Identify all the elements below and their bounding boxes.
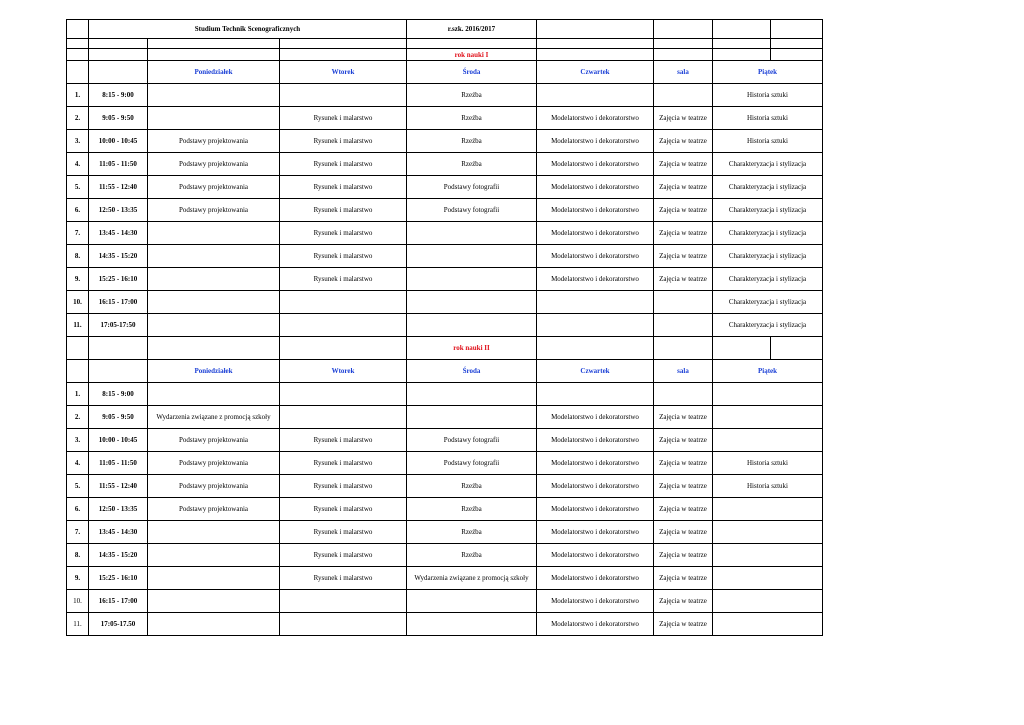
lesson-time: 8:15 - 9:00 <box>89 84 148 107</box>
cell-monday: Podstawy projektowania <box>148 130 280 153</box>
cell-thursday: Modelatorstwo i dekoratorstwo <box>537 153 654 176</box>
cell-friday: Historia sztuki <box>713 452 823 475</box>
cell-friday: Charakteryzacja i stylizacja <box>713 199 823 222</box>
lesson-time: 12:50 - 13:35 <box>89 498 148 521</box>
cell-monday <box>148 613 280 636</box>
cell-tuesday: Rysunek i malarstwo <box>280 199 407 222</box>
cell-friday: Charakteryzacja i stylizacja <box>713 176 823 199</box>
cell-tuesday: Rysunek i malarstwo <box>280 498 407 521</box>
cell-monday <box>148 84 280 107</box>
cell-tuesday: Rysunek i malarstwo <box>280 222 407 245</box>
cell-thursday: Modelatorstwo i dekoratorstwo <box>537 176 654 199</box>
cell-monday <box>148 383 280 406</box>
lesson-time: 17:05-17.50 <box>89 613 148 636</box>
cell-tuesday: Rysunek i malarstwo <box>280 107 407 130</box>
cell-room: Zajęcia w teatrze <box>654 429 713 452</box>
cell-wednesday: Podstawy fotografii <box>407 199 537 222</box>
table-row <box>67 452 823 475</box>
cell-monday <box>148 590 280 613</box>
cell-room: Zajęcia w teatrze <box>654 222 713 245</box>
lesson-time: 17:05-17:50 <box>89 314 148 337</box>
cell-tuesday <box>280 84 407 107</box>
lesson-number: 8. <box>67 544 89 567</box>
cell-room: Zajęcia w teatrze <box>654 521 713 544</box>
day-header-room: sala <box>654 360 713 383</box>
cell-friday: Historia sztuki <box>713 107 823 130</box>
day-header-wednesday: Środa <box>407 61 537 84</box>
lesson-time: 15:25 - 16:10 <box>89 567 148 590</box>
cell-thursday <box>537 314 654 337</box>
cell-monday <box>148 245 280 268</box>
cell-room <box>654 314 713 337</box>
day-header-thursday: Czwartek <box>537 61 654 84</box>
table-row <box>67 498 823 521</box>
cell-thursday: Modelatorstwo i dekoratorstwo <box>537 130 654 153</box>
table-row <box>67 245 823 268</box>
cell-wednesday <box>407 383 537 406</box>
table-row <box>67 406 823 429</box>
cell-friday: Charakteryzacja i stylizacja <box>713 268 823 291</box>
lesson-number: 3. <box>67 429 89 452</box>
lesson-time: 9:05 - 9:50 <box>89 107 148 130</box>
table-row <box>67 176 823 199</box>
cell-monday <box>148 291 280 314</box>
cell-friday: Historia sztuki <box>713 475 823 498</box>
cell-thursday: Modelatorstwo i dekoratorstwo <box>537 567 654 590</box>
cell-monday: Podstawy projektowania <box>148 199 280 222</box>
cell-wednesday: Podstawy fotografii <box>407 452 537 475</box>
cell-monday <box>148 222 280 245</box>
table-row <box>67 153 823 176</box>
cell-monday: Podstawy projektowania <box>148 429 280 452</box>
cell-thursday <box>537 291 654 314</box>
lesson-number: 6. <box>67 199 89 222</box>
cell-monday: Podstawy projektowania <box>148 498 280 521</box>
cell-monday <box>148 544 280 567</box>
lesson-time: 11:05 - 11:50 <box>89 153 148 176</box>
cell-room: Zajęcia w teatrze <box>654 107 713 130</box>
cell-thursday: Modelatorstwo i dekoratorstwo <box>537 429 654 452</box>
cell-wednesday: Podstawy fotografii <box>407 429 537 452</box>
cell-friday: Charakteryzacja i stylizacja <box>713 222 823 245</box>
lesson-number: 5. <box>67 176 89 199</box>
cell-thursday: Modelatorstwo i dekoratorstwo <box>537 268 654 291</box>
cell-thursday: Modelatorstwo i dekoratorstwo <box>537 245 654 268</box>
cell-tuesday: Rysunek i malarstwo <box>280 429 407 452</box>
lesson-number: 10. <box>67 590 89 613</box>
cell-thursday <box>537 84 654 107</box>
cell-wednesday <box>407 314 537 337</box>
cell-thursday: Modelatorstwo i dekoratorstwo <box>537 613 654 636</box>
cell-friday: Charakteryzacja i stylizacja <box>713 153 823 176</box>
lesson-time: 9:05 - 9:50 <box>89 406 148 429</box>
cell-monday <box>148 107 280 130</box>
lesson-time: 15:25 - 16:10 <box>89 268 148 291</box>
lesson-time: 10:00 - 10:45 <box>89 429 148 452</box>
lesson-number: 4. <box>67 153 89 176</box>
title-row <box>67 20 823 39</box>
table-row <box>67 84 823 107</box>
cell-room: Zajęcia w teatrze <box>654 544 713 567</box>
cell-monday <box>148 521 280 544</box>
cell-thursday: Modelatorstwo i dekoratorstwo <box>537 222 654 245</box>
schedule-body <box>67 20 823 636</box>
cell-wednesday: Rzeźba <box>407 107 537 130</box>
lesson-number: 5. <box>67 475 89 498</box>
table-row <box>67 613 823 636</box>
cell-wednesday <box>407 245 537 268</box>
cell-tuesday <box>280 406 407 429</box>
year-header-row <box>67 49 823 61</box>
cell-tuesday: Rysunek i malarstwo <box>280 521 407 544</box>
school-year: r.szk. 2016/2017 <box>407 20 537 39</box>
year-label: rok nauki II <box>407 337 537 360</box>
cell-thursday: Modelatorstwo i dekoratorstwo <box>537 199 654 222</box>
cell-tuesday: Rysunek i malarstwo <box>280 452 407 475</box>
cell-thursday: Modelatorstwo i dekoratorstwo <box>537 475 654 498</box>
cell-room: Zajęcia w teatrze <box>654 567 713 590</box>
cell-room: Zajęcia w teatrze <box>654 452 713 475</box>
cell-monday <box>148 567 280 590</box>
lesson-number: 2. <box>67 107 89 130</box>
cell-tuesday <box>280 383 407 406</box>
cell-friday <box>713 590 823 613</box>
day-header-friday: Piątek <box>713 61 823 84</box>
day-header-row <box>67 61 823 84</box>
cell-tuesday: Rysunek i malarstwo <box>280 245 407 268</box>
cell-monday: Podstawy projektowania <box>148 475 280 498</box>
lesson-number: 6. <box>67 498 89 521</box>
cell-room: Zajęcia w teatrze <box>654 268 713 291</box>
day-header-tuesday: Wtorek <box>280 61 407 84</box>
lesson-time: 11:55 - 12:40 <box>89 176 148 199</box>
cell-tuesday: Rysunek i malarstwo <box>280 153 407 176</box>
spacer-row <box>67 39 823 49</box>
cell-tuesday <box>280 590 407 613</box>
cell-wednesday <box>407 291 537 314</box>
lesson-number: 3. <box>67 130 89 153</box>
table-row <box>67 107 823 130</box>
cell-wednesday: Podstawy fotografii <box>407 176 537 199</box>
table-row <box>67 383 823 406</box>
lesson-number: 11. <box>67 613 89 636</box>
table-row <box>67 590 823 613</box>
cell-thursday: Modelatorstwo i dekoratorstwo <box>537 521 654 544</box>
cell-room: Zajęcia w teatrze <box>654 406 713 429</box>
cell-friday <box>713 429 823 452</box>
cell-friday <box>713 521 823 544</box>
table-row <box>67 544 823 567</box>
cell-monday <box>148 314 280 337</box>
table-row <box>67 429 823 452</box>
cell-room: Zajęcia w teatrze <box>654 613 713 636</box>
cell-wednesday: Rzeźba <box>407 475 537 498</box>
cell-room: Zajęcia w teatrze <box>654 153 713 176</box>
cell-wednesday <box>407 590 537 613</box>
table-row <box>67 268 823 291</box>
cell-wednesday: Rzeźba <box>407 84 537 107</box>
cell-tuesday: Rysunek i malarstwo <box>280 475 407 498</box>
day-header-thursday: Czwartek <box>537 360 654 383</box>
lesson-time: 14:35 - 15:20 <box>89 544 148 567</box>
cell-friday <box>713 567 823 590</box>
table-row <box>67 291 823 314</box>
table-row <box>67 314 823 337</box>
cell-friday <box>713 498 823 521</box>
lesson-time: 16:15 - 17:00 <box>89 590 148 613</box>
cell-room: Zajęcia w teatrze <box>654 199 713 222</box>
cell-room: Zajęcia w teatrze <box>654 590 713 613</box>
cell-room: Zajęcia w teatrze <box>654 245 713 268</box>
cell-thursday: Modelatorstwo i dekoratorstwo <box>537 498 654 521</box>
cell-monday: Wydarzenia związane z promocją szkoły <box>148 406 280 429</box>
lesson-number: 7. <box>67 521 89 544</box>
document-title: Studium Technik Scenograficznych <box>89 20 407 39</box>
lesson-number: 2. <box>67 406 89 429</box>
cell-wednesday: Wydarzenia związane z promocją szkoły <box>407 567 537 590</box>
lesson-number: 1. <box>67 383 89 406</box>
lesson-time: 13:45 - 14:30 <box>89 222 148 245</box>
table-row <box>67 199 823 222</box>
cell-room <box>654 84 713 107</box>
cell-friday <box>713 406 823 429</box>
cell-room <box>654 291 713 314</box>
cell-tuesday: Rysunek i malarstwo <box>280 130 407 153</box>
cell-wednesday: Rzeźba <box>407 498 537 521</box>
lesson-number: 8. <box>67 245 89 268</box>
year-header-row <box>67 337 823 360</box>
cell-friday <box>713 383 823 406</box>
lesson-number: 1. <box>67 84 89 107</box>
lesson-time: 14:35 - 15:20 <box>89 245 148 268</box>
cell-friday: Charakteryzacja i stylizacja <box>713 291 823 314</box>
cell-room: Zajęcia w teatrze <box>654 498 713 521</box>
cell-friday: Historia sztuki <box>713 130 823 153</box>
lesson-time: 16:15 - 17:00 <box>89 291 148 314</box>
cell-thursday: Modelatorstwo i dekoratorstwo <box>537 107 654 130</box>
cell-tuesday <box>280 613 407 636</box>
cell-tuesday: Rysunek i malarstwo <box>280 268 407 291</box>
cell-room <box>654 383 713 406</box>
year-label: rok nauki I <box>407 49 537 61</box>
cell-wednesday <box>407 406 537 429</box>
table-row <box>67 130 823 153</box>
cell-room: Zajęcia w teatrze <box>654 130 713 153</box>
lesson-time: 12:50 - 13:35 <box>89 199 148 222</box>
lesson-time: 11:05 - 11:50 <box>89 452 148 475</box>
cell-tuesday <box>280 314 407 337</box>
cell-friday: Historia sztuki <box>713 84 823 107</box>
lesson-number: 9. <box>67 268 89 291</box>
cell-room: Zajęcia w teatrze <box>654 176 713 199</box>
cell-friday <box>713 544 823 567</box>
lesson-time: 11:55 - 12:40 <box>89 475 148 498</box>
cell-tuesday <box>280 291 407 314</box>
cell-thursday: Modelatorstwo i dekoratorstwo <box>537 590 654 613</box>
day-header-row <box>67 360 823 383</box>
cell-friday <box>713 613 823 636</box>
cell-thursday: Modelatorstwo i dekoratorstwo <box>537 452 654 475</box>
cell-wednesday <box>407 222 537 245</box>
cell-monday: Podstawy projektowania <box>148 153 280 176</box>
cell-wednesday: Rzeźba <box>407 521 537 544</box>
cell-thursday: Modelatorstwo i dekoratorstwo <box>537 406 654 429</box>
day-header-monday: Poniedziałek <box>148 360 280 383</box>
day-header-monday: Poniedziałek <box>148 61 280 84</box>
lesson-time: 10:00 - 10:45 <box>89 130 148 153</box>
cell-thursday <box>537 383 654 406</box>
cell-tuesday: Rysunek i malarstwo <box>280 544 407 567</box>
lesson-number: 10. <box>67 291 89 314</box>
cell-wednesday <box>407 268 537 291</box>
cell-tuesday: Rysunek i malarstwo <box>280 567 407 590</box>
cell-wednesday: Rzeźba <box>407 130 537 153</box>
lesson-number: 9. <box>67 567 89 590</box>
cell-wednesday: Rzeźba <box>407 153 537 176</box>
table-row <box>67 475 823 498</box>
cell-friday: Charakteryzacja i stylizacja <box>713 245 823 268</box>
schedule-table <box>66 19 823 636</box>
cell-wednesday <box>407 613 537 636</box>
day-header-friday: Piątek <box>713 360 823 383</box>
cell-monday: Podstawy projektowania <box>148 452 280 475</box>
cell-room: Zajęcia w teatrze <box>654 475 713 498</box>
table-row <box>67 222 823 245</box>
day-header-room: sala <box>654 61 713 84</box>
cell-monday <box>148 268 280 291</box>
cell-friday: Charakteryzacja i stylizacja <box>713 314 823 337</box>
lesson-number: 7. <box>67 222 89 245</box>
day-header-wednesday: Środa <box>407 360 537 383</box>
cell-tuesday: Rysunek i malarstwo <box>280 176 407 199</box>
table-row <box>67 567 823 590</box>
cell-wednesday: Rzeźba <box>407 544 537 567</box>
lesson-time: 13:45 - 14:30 <box>89 521 148 544</box>
lesson-number: 11. <box>67 314 89 337</box>
lesson-time: 8:15 - 9:00 <box>89 383 148 406</box>
cell-monday: Podstawy projektowania <box>148 176 280 199</box>
table-row <box>67 521 823 544</box>
day-header-tuesday: Wtorek <box>280 360 407 383</box>
lesson-number: 4. <box>67 452 89 475</box>
cell-thursday: Modelatorstwo i dekoratorstwo <box>537 544 654 567</box>
